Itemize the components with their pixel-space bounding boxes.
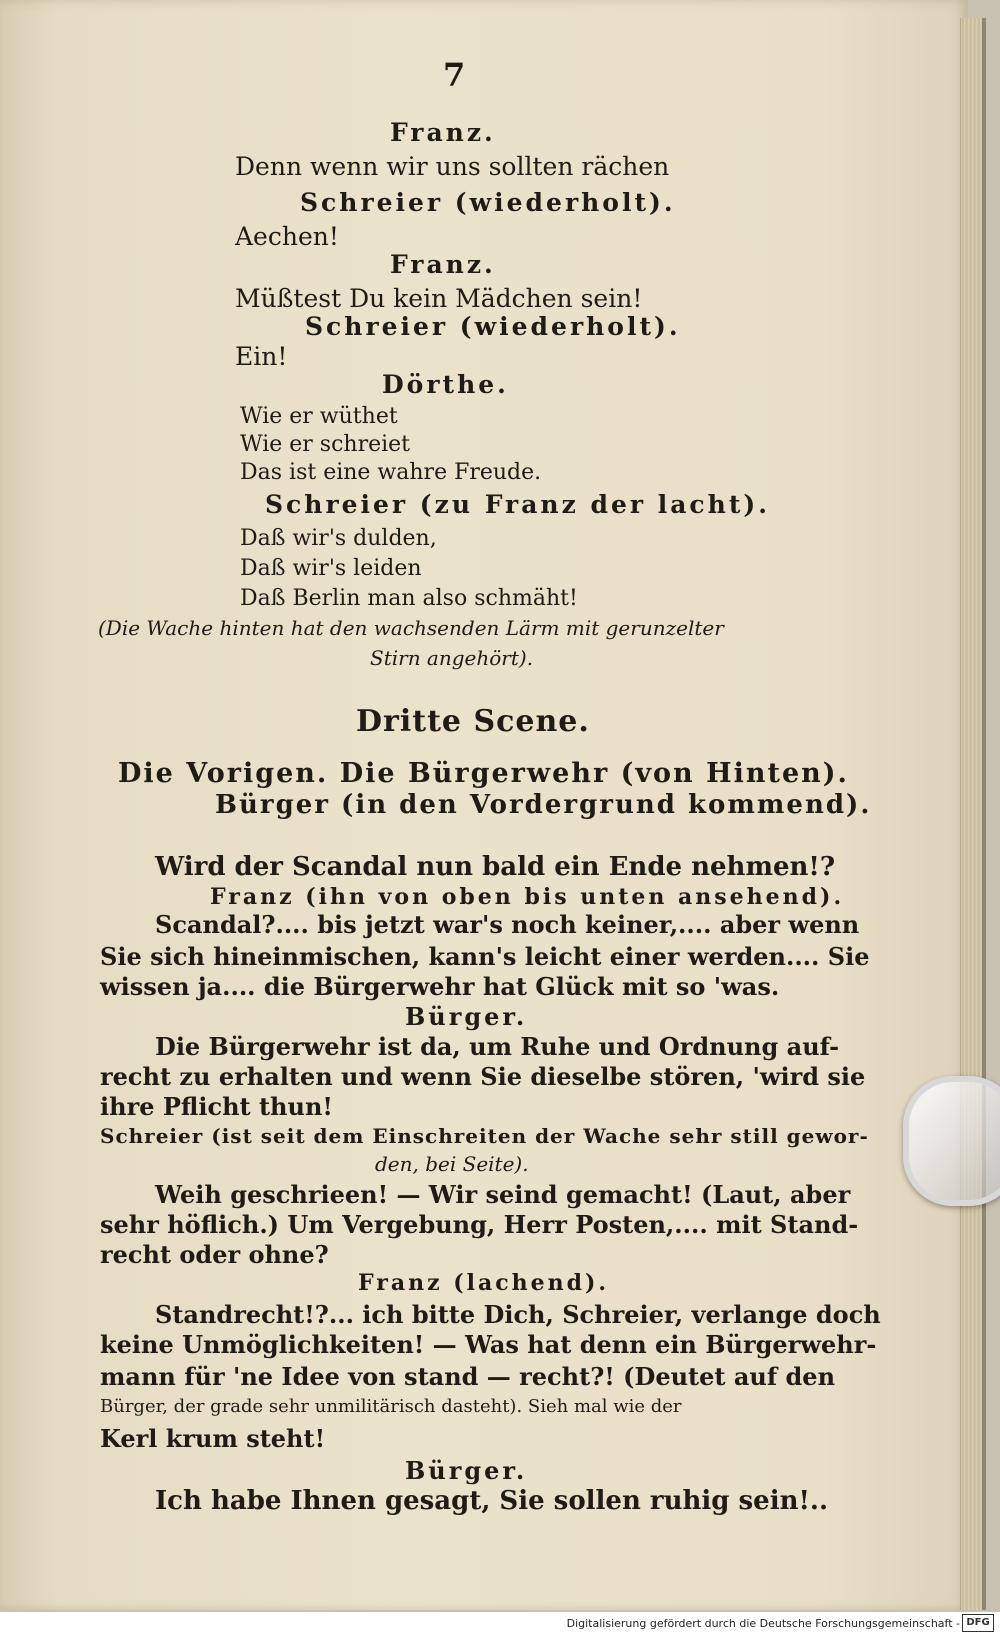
speaker-label: Schreier (wiederholt). bbox=[300, 188, 676, 217]
stage-direction: Stirn angehört). bbox=[370, 646, 534, 670]
verse-line: Aechen! bbox=[235, 222, 339, 251]
prose-line: recht oder ohne? bbox=[100, 1240, 329, 1269]
speaker-label: Bürger. bbox=[405, 1456, 528, 1485]
prose-line: Die Bürgerwehr ist da, um Ruhe und Ordnung auf- bbox=[155, 1032, 840, 1061]
verse-line: Ein! bbox=[235, 342, 288, 371]
prose-line: Scandal?.... bis jetzt war's noch keiner,.... aber wenn bbox=[155, 910, 860, 939]
scanner-clip-icon bbox=[903, 1076, 1000, 1206]
verse-line: Wie er schreiet bbox=[240, 432, 411, 457]
dfg-logo-icon: DFG bbox=[962, 1614, 994, 1632]
speaker-label: Franz. bbox=[390, 250, 496, 279]
page-stack-edge bbox=[960, 18, 983, 1610]
speaker-label: Dörthe. bbox=[382, 370, 509, 399]
speaker-label: Franz (ihn von oben bis unten ansehend). bbox=[210, 884, 845, 910]
prose-line: Kerl krum steht! bbox=[100, 1424, 326, 1453]
prose-line: Ich habe Ihnen gesagt, Sie sollen ruhig sein!.. bbox=[155, 1486, 829, 1516]
verse-line: Müßtest Du kein Mädchen sein! bbox=[235, 284, 643, 313]
stage-direction: den, bei Seite). bbox=[375, 1152, 529, 1176]
speaker-label: Bürger (in den Vordergrund kommend). bbox=[215, 790, 872, 820]
verse-line: Das ist eine wahre Freude. bbox=[240, 460, 542, 485]
speaker-label: Schreier (ist seit dem Einschreiten der Wache sehr still gewor- bbox=[100, 1124, 869, 1148]
prose-line: keine Unmöglichkeiten! — Was hat denn ein Bürgerwehr- bbox=[100, 1330, 877, 1359]
scene-heading: Dritte Scene. bbox=[356, 704, 590, 739]
verse-line: Wie er wüthet bbox=[240, 404, 398, 429]
verse-line: Denn wenn wir uns sollten rächen bbox=[235, 152, 670, 181]
prose-line: Bürger, der grade sehr unmilitärisch dasteht). Sieh mal wie der bbox=[100, 1396, 682, 1417]
prose-line: wissen ja.... die Bürgerwehr hat Glück mit so 'was. bbox=[100, 972, 780, 1001]
prose-line: recht zu erhalten und wenn Sie dieselbe stören, 'wird sie bbox=[100, 1062, 866, 1091]
speaker-label: Franz (lachend). bbox=[358, 1270, 610, 1296]
page-stack-shadow bbox=[982, 18, 986, 1610]
stage-direction: (Die Wache hinten hat den wachsenden Lärm mit gerunzelter bbox=[98, 616, 724, 640]
prose-line: Wird der Scandal nun bald ein Ende nehmen!? bbox=[155, 852, 836, 882]
footer-credit: Digitalisierung gefördert durch die Deutsche Forschungsgemeinschaft - bbox=[566, 1617, 960, 1630]
cast-line: Die Vorigen. Die Bürgerwehr (von Hinten). bbox=[118, 758, 849, 789]
speaker-label: Franz. bbox=[390, 118, 496, 147]
prose-line: ihre Pflicht thun! bbox=[100, 1092, 333, 1121]
prose-line: mann für 'ne Idee von stand — recht?! (Deutet auf den bbox=[100, 1362, 836, 1391]
prose-line: sehr höflich.) Um Vergebung, Herr Posten,.... mit Stand- bbox=[100, 1210, 859, 1239]
verse-line: Daß wir's dulden, bbox=[240, 526, 437, 551]
prose-line: Sie sich hineinmischen, kann's leicht einer werden.... Sie bbox=[100, 942, 870, 971]
speaker-label: Bürger. bbox=[405, 1002, 528, 1031]
speaker-label: Schreier (wiederholt). bbox=[305, 312, 681, 341]
prose-line: Standrecht!?... ich bitte Dich, Schreier, verlange doch bbox=[155, 1300, 881, 1329]
prose-line: Weih geschrieen! — Wir seind gemacht! (Laut, aber bbox=[155, 1180, 851, 1209]
verse-line: Daß wir's leiden bbox=[240, 556, 422, 581]
page-number: 7 bbox=[443, 56, 466, 94]
verse-line: Daß Berlin man also schmäht! bbox=[240, 586, 578, 611]
speaker-label: Schreier (zu Franz der lacht). bbox=[265, 490, 770, 519]
